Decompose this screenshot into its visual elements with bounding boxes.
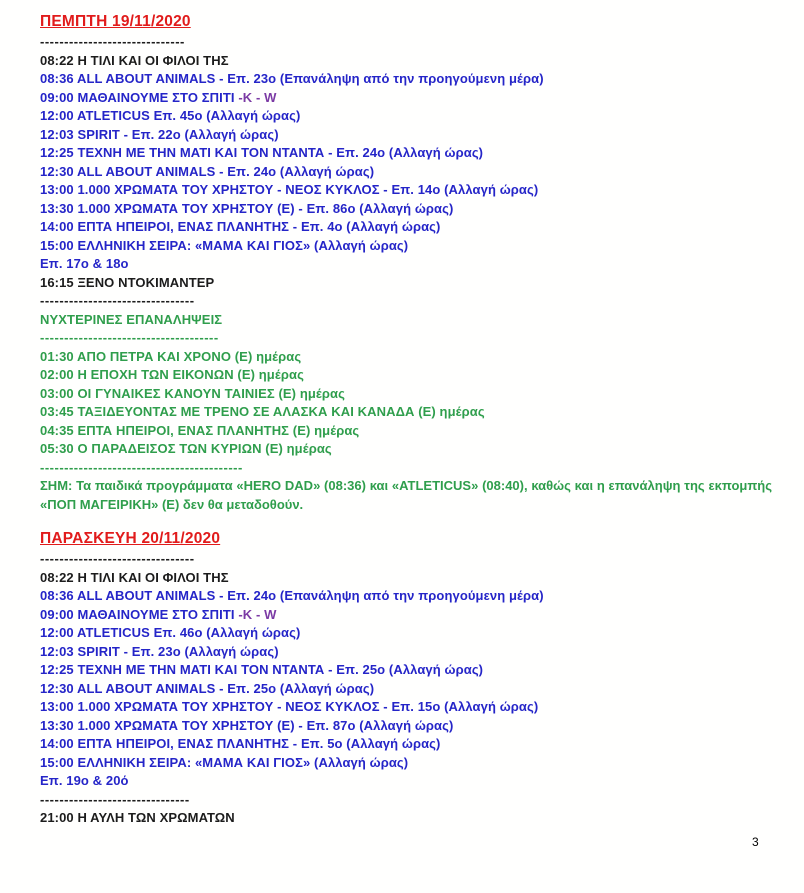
note-paragraph (40, 477, 772, 514)
separator-line (40, 791, 772, 810)
line-text: 21:00 Η ΑΥΛΗ ΤΩΝ ΧΡΩΜΑΤΩΝ (40, 810, 235, 826)
line-text: 05:30 Ο ΠΑΡΑΔΕΙΣΟΣ ΤΩΝ ΚΥΡΙΩΝ (Ε) ημέρας (40, 441, 332, 456)
page-number: 3 (752, 835, 759, 849)
line-text: 03:00 ΟΙ ΓΥΝΑΙΚΕΣ ΚΑΝΟΥΝ ΤΑΙΝΙΕΣ (Ε) ημέρας (40, 385, 345, 401)
program-line (40, 274, 772, 293)
program-line (40, 385, 772, 404)
line-text: 03:45 ΤΑΞΙΔΕΥΟΝΤΑΣ ΜΕ ΤΡΕΝΟ ΣΕ ΑΛΑΣΚΑ ΚΑΙ ΚΑΝΑΔΑ (Ε) ημέρας (40, 404, 485, 419)
program-line (40, 70, 772, 89)
line-text: 09:00 ΜΑΘΑΙΝΟΥΜΕ ΣΤΟ ΣΠΙΤΙ (40, 89, 239, 105)
program-line (40, 163, 772, 182)
program-line (40, 440, 772, 459)
program-line (40, 218, 772, 237)
line-text: 12:25 ΤΕΧΝΗ ΜΕ ΤΗΝ ΜΑΤΙ ΚΑΙ ΤΟΝ ΝΤΑΝΤΑ - Επ. 24ο (Αλλαγή ώρας) (40, 145, 484, 160)
program-line (40, 698, 772, 717)
program-line (40, 661, 772, 680)
line-text: 14:00 ΕΠΤΑ ΗΠΕΙΡΟΙ, ΕΝΑΣ ΠΛΑΝΗΤΗΣ - Επ. 4ο (Αλλαγή ώρας) (40, 219, 441, 234)
line-text: 09:00 ΜΑΘΑΙΝΟΥΜΕ ΣΤΟ ΣΠΙΤΙ (40, 606, 239, 622)
separator-line (40, 459, 772, 478)
line-text: ------------------------------------- (40, 330, 219, 345)
section-title (40, 311, 772, 330)
line-text: 12:03 SPIRIT - Επ. 23ο (Αλλαγή ώρας) (40, 643, 279, 659)
line-text: Επ. 17ο & 18ο (40, 256, 129, 271)
program-line (40, 200, 772, 219)
line-text: ΣΗΜ: Τα παιδικά προγράμματα «HERO DAD» (08:36) και «ATLETICUS» (08:40), καθώς και η επανάληψη της εκπομπής «ΠΟΠ ΜΑΓΕΙΡΙΚΗ» (Ε) δεν θα μεταδοθούν. (40, 478, 772, 512)
line-text: 12:00 ATLETICUS Επ. 46ο (Αλλαγή ώρας) (40, 625, 301, 641)
program-flag: -Κ - W (238, 89, 277, 105)
line-text: 01:30 ΑΠΟ ΠΕΤΡΑ ΚΑΙ ΧΡΟΝΟ (Ε) ημέρας (40, 348, 302, 364)
line-text: -------------------------------- (40, 293, 195, 308)
day-heading (40, 10, 772, 33)
program-line (40, 717, 772, 736)
program-line (40, 606, 772, 625)
line-text: ΝΥΧΤΕΡΙΝΕΣ ΕΠΑΝΑΛΗΨΕΙΣ (40, 311, 223, 327)
blank-line (40, 514, 772, 527)
program-flag: -Κ - W (238, 606, 277, 622)
program-line (40, 89, 772, 108)
line-text: 12:00 ATLETICUS Επ. 45ο (Αλλαγή ώρας) (40, 108, 301, 123)
line-text: 12:03 SPIRIT - Επ. 22ο (Αλλαγή ώρας) (40, 126, 279, 142)
line-text: 15:00 ΕΛΛΗΝΙΚΗ ΣΕΙΡΑ: «ΜΑΜΑ ΚΑΙ ΓΙΟΣ» (Αλλαγή ώρας) (40, 754, 409, 770)
line-text: ------------------------------------------ (40, 459, 243, 475)
line-text: 12:25 ΤΕΧΝΗ ΜΕ ΤΗΝ ΜΑΤΙ ΚΑΙ ΤΟΝ ΝΤΑΝΤΑ - Επ. 25ο (Αλλαγή ώρας) (40, 662, 484, 678)
line-text: 02:00 Η ΕΠΟΧΗ ΤΩΝ ΕΙΚΟΝΩΝ (Ε) ημέρας (40, 367, 304, 382)
program-line (40, 403, 772, 422)
program-line (40, 809, 772, 828)
program-line (40, 754, 772, 773)
program-line (40, 643, 772, 662)
separator-line (40, 33, 772, 52)
program-line (40, 680, 772, 699)
line-text: 08:36 ALL ABOUT ANIMALS - Επ. 24ο (Επανάληψη από την προηγούμενη μέρα) (40, 588, 544, 604)
program-line (40, 144, 772, 163)
program-line (40, 587, 772, 606)
program-line (40, 348, 772, 367)
separator-line (40, 550, 772, 569)
line-text: ------------------------------- (40, 791, 190, 807)
line-text: 16:15 ΞΕΝΟ ΝΤΟΚΙΜΑΝΤΕΡ (40, 274, 215, 290)
line-text: 08:22 Η ΤΙΛΙ ΚΑΙ ΟΙ ΦΙΛΟΙ ΤΗΣ (40, 52, 229, 68)
line-text: 13:00 1.000 ΧΡΩΜΑΤΑ ΤΟΥ ΧΡΗΣΤΟΥ - ΝΕΟΣ ΚΥΚΛΟΣ - Επ. 14ο (Αλλαγή ώρας) (40, 182, 539, 197)
program-line (40, 366, 772, 385)
line-text: 08:22 Η ΤΙΛΙ ΚΑΙ ΟΙ ΦΙΛΟΙ ΤΗΣ (40, 569, 229, 585)
line-text: 15:00 ΕΛΛΗΝΙΚΗ ΣΕΙΡΑ: «ΜΑΜΑ ΚΑΙ ΓΙΟΣ» (Αλλαγή ώρας) (40, 237, 409, 253)
separator-line (40, 329, 772, 348)
line-text: 08:36 ALL ABOUT ANIMALS - Επ. 23ο (Επανάληψη από την προηγούμενη μέρα) (40, 71, 544, 86)
day-title-text: ΠΕΜΠΤΗ 19/11/2020 (40, 13, 191, 30)
line-text: 13:00 1.000 ΧΡΩΜΑΤΑ ΤΟΥ ΧΡΗΣΤΟΥ - ΝΕΟΣ ΚΥΚΛΟΣ - Επ. 15ο (Αλλαγή ώρας) (40, 699, 539, 715)
line-text: 12:30 ALL ABOUT ANIMALS - Επ. 25ο (Αλλαγή ώρας) (40, 680, 375, 696)
day-heading (40, 527, 772, 550)
line-text: 13:30 1.000 ΧΡΩΜΑΤΑ ΤΟΥ ΧΡΗΣΤΟΥ (Ε) - Επ. 87ο (Αλλαγή ώρας) (40, 717, 454, 733)
line-text: 13:30 1.000 ΧΡΩΜΑΤΑ ΤΟΥ ΧΡΗΣΤΟΥ (Ε) - Επ. 86ο (Αλλαγή ώρας) (40, 200, 454, 216)
program-line (40, 255, 772, 274)
program-line (40, 772, 772, 791)
line-text: 14:00 ΕΠΤΑ ΗΠΕΙΡΟΙ, ΕΝΑΣ ΠΛΑΝΗΤΗΣ - Επ. 5ο (Αλλαγή ώρας) (40, 736, 441, 752)
program-line (40, 624, 772, 643)
program-line (40, 181, 772, 200)
line-text: ------------------------------ (40, 34, 185, 49)
program-line (40, 52, 772, 71)
program-line (40, 237, 772, 256)
line-text: -------------------------------- (40, 551, 195, 567)
line-text: 04:35 ΕΠΤΑ ΗΠΕΙΡΟΙ, ΕΝΑΣ ΠΛΑΝΗΤΗΣ (Ε) ημέρας (40, 422, 360, 438)
program-line (40, 107, 772, 126)
program-line (40, 422, 772, 441)
program-line (40, 735, 772, 754)
line-text: 12:30 ALL ABOUT ANIMALS - Επ. 24ο (Αλλαγή ώρας) (40, 163, 375, 179)
separator-line (40, 292, 772, 311)
program-line (40, 569, 772, 588)
line-text: Επ. 19ο & 20ό (40, 773, 129, 789)
program-line (40, 126, 772, 145)
day-title-text: ΠΑΡΑΣΚΕΥΗ 20/11/2020 (40, 530, 221, 548)
